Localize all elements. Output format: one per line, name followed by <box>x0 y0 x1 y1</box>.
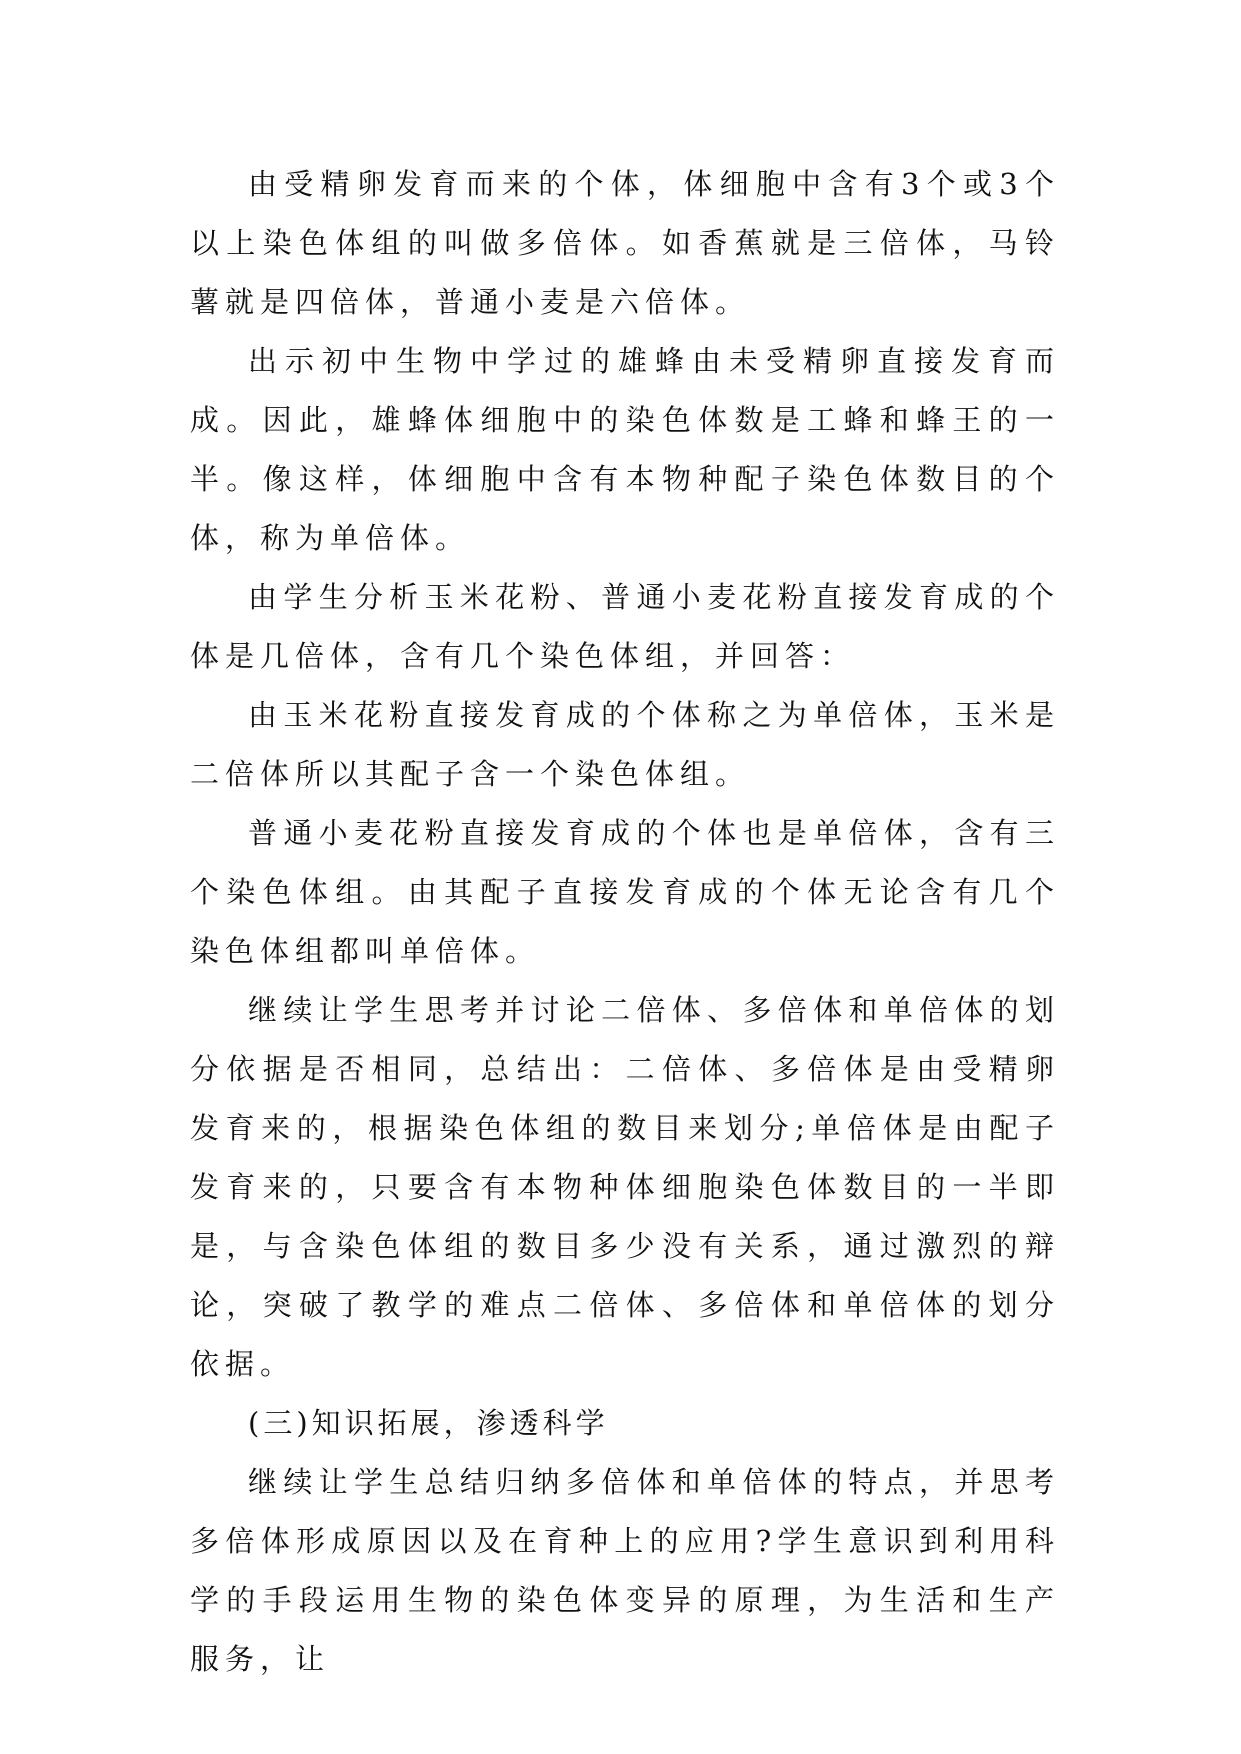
paragraph-application: 继续让学生总结归纳多倍体和单倍体的特点，并思考多倍体形成原因以及在育种上的应用?学生意识到利用科学的手段运用生物的染色体变异的原理，为生活和生产服务，让 <box>190 1465 1060 1676</box>
paragraph-haploid-definition: 出示初中生物中学过的雄蜂由未受精卵直接发育而成。因此，雄蜂体细胞中的染色体数是工蜂和蜂王的一半。像这样，体细胞中含有本物种配子染色体数目的个体，称为单倍体。 <box>190 344 1060 555</box>
section-heading-knowledge-extension: (三)知识拓展，渗透科学 <box>248 1406 609 1440</box>
paragraph-wheat-pollen: 普通小麦花粉直接发育成的个体也是单倍体，含有三个染色体组。由其配子直接发育成的个体无论含有几个染色体组都叫单倍体。 <box>190 816 1060 968</box>
paragraph-student-analysis: 由学生分析玉米花粉、普通小麦花粉直接发育成的个体是几倍体，含有几个染色体组，并回答： <box>190 580 1060 673</box>
paragraph-polyploid-definition: 由受精卵发育而来的个体，体细胞中含有3个或3个以上染色体组的叫做多倍体。如香蕉就是三倍体，马铃薯就是四倍体，普通小麦是六倍体。 <box>190 167 1060 319</box>
paragraph-corn-pollen: 由玉米花粉直接发育成的个体称之为单倍体，玉米是二倍体所以其配子含一个染色体组。 <box>190 698 1060 791</box>
paragraph-discussion-summary: 继续让学生思考并讨论二倍体、多倍体和单倍体的划分依据是否相同，总结出：二倍体、多倍体是由受精卵发育来的，根据染色体组的数目来划分;单倍体是由配子发育来的，只要含有本物种体细胞染色体数目的一半即是，与含染色体组的数目多少没有关系，通过激烈的辩论，突破了教学的难点二倍体、多倍体和单倍体的划分依据。 <box>190 993 1060 1381</box>
document-page <box>190 155 1060 1689</box>
